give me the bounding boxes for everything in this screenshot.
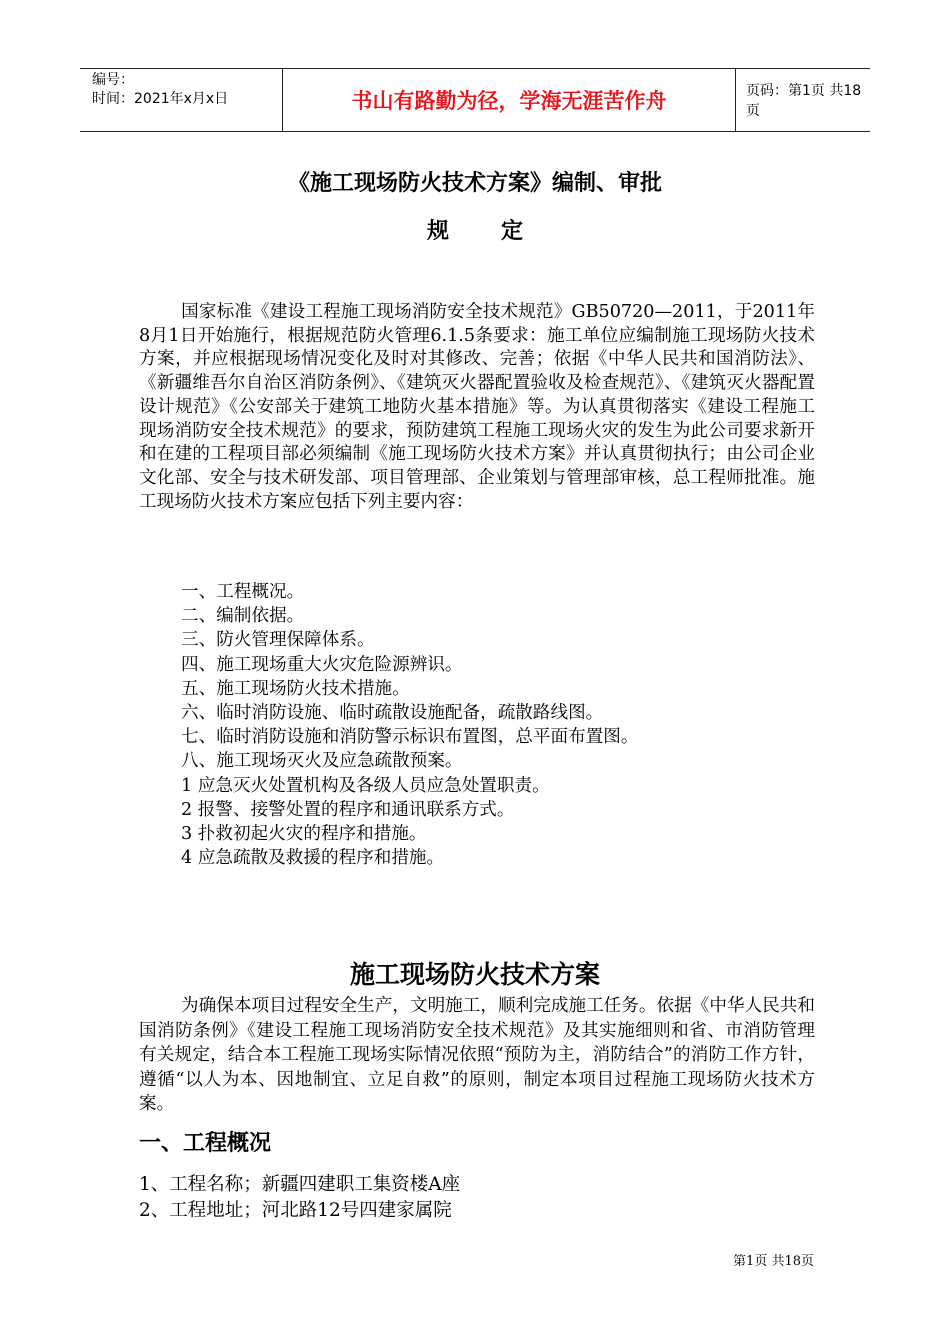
section-paragraph-text: 为确保本项目过程安全生产，文明施工，顺利完成施工任务。依据《中华人民共和国消防条例》《建设工程施工现场消防安全技术规范》及其实施细则和省、市消防管理有关规定，结合本工程施工现场实际情况依照“预防为主，消防结合”的消防工作方针，遵循“以人为本、因地制宜、立足自救”的原则，制定本项目过程施工现场防火技术方案。: [139, 996, 815, 1115]
number-label: 编号：: [92, 72, 134, 88]
page-footer: 第1页 共18页: [733, 1254, 814, 1269]
header-motto: 书山有路勤为径，学海无涯苦作舟: [282, 69, 736, 131]
section-paragraph: [139, 994, 815, 1117]
list-item: 1 应急灭火处置机构及各级人员应急处置职责。: [181, 775, 550, 796]
list-item: 三、防火管理保障体系。: [181, 630, 375, 651]
project-address: 2、工程地址；河北路12号四建家属院: [139, 1200, 452, 1221]
list-item: 2 报警、接警处置的程序和通讯联系方式。: [181, 799, 515, 820]
subsection-title: 一、工程概况: [139, 1131, 272, 1156]
section-title: 施工现场防火技术方案: [349, 960, 600, 989]
page-header: [80, 68, 870, 132]
header-meta: [80, 69, 282, 131]
intro-paragraph-text: 国家标准《建设工程施工现场消防安全技术规范》GB50720—2011，于2011年8月1日开始施行，根据规范防火管理6.1.5条要求：施工单位应编制施工现场防火技术方案，并应根据现场情况变化及时对其修改、完善；依据《中华人民共和国消防法》、《新疆维吾尔自治区消防条例》、《建筑灭火器配置验收及检查规范》、《建筑灭火器配置设计规范》《公安部关于建筑工地防火基本措施》等。为认真贯彻落实《建设工程施工现场消防安全技术规范》的要求，预防建筑工程施工现场火灾的发生为此公司要求新开和在建的工程项目部必须编制《施工现场防火技术方案》并认真贯彻执行；由公司企业文化部、安全与技术研发部、项目管理部、企业策划与管理部审核，总工程师批准。施工现场防火技术方案应包括下列主要内容：: [139, 302, 815, 512]
list-item: 八、施工现场灭火及应急疏散预案。: [181, 751, 463, 772]
list-item: 五、施工现场防火技术措施。: [181, 678, 410, 699]
list-item: 3 扑救初起火灾的程序和措施。: [181, 824, 427, 845]
list-item: 一、工程概况。: [181, 582, 305, 602]
document-title-line2: 规定: [426, 219, 575, 244]
intro-paragraph: [139, 301, 815, 514]
list-item: 二、编制依据。: [181, 606, 305, 627]
time-label: 时间：2021年x月x日: [92, 91, 229, 107]
list-item: 4 应急疏散及救援的程序和措施。: [181, 848, 445, 869]
header-page-label: 页码：第1页 共18页: [746, 83, 862, 119]
contents-list: [181, 580, 638, 870]
document-title: 《施工现场防火技术方案》编制、审批: [287, 171, 662, 196]
list-item: 七、临时消防设施和消防警示标识布置图，总平面布置图。: [181, 727, 639, 748]
list-item: 四、施工现场重大火灾危险源辨识。: [181, 654, 463, 675]
list-item: 六、临时消防设施、临时疏散设施配备，疏散路线图。: [181, 703, 604, 724]
project-name: 1、工程名称；新疆四建职工集资楼A座: [139, 1174, 461, 1195]
